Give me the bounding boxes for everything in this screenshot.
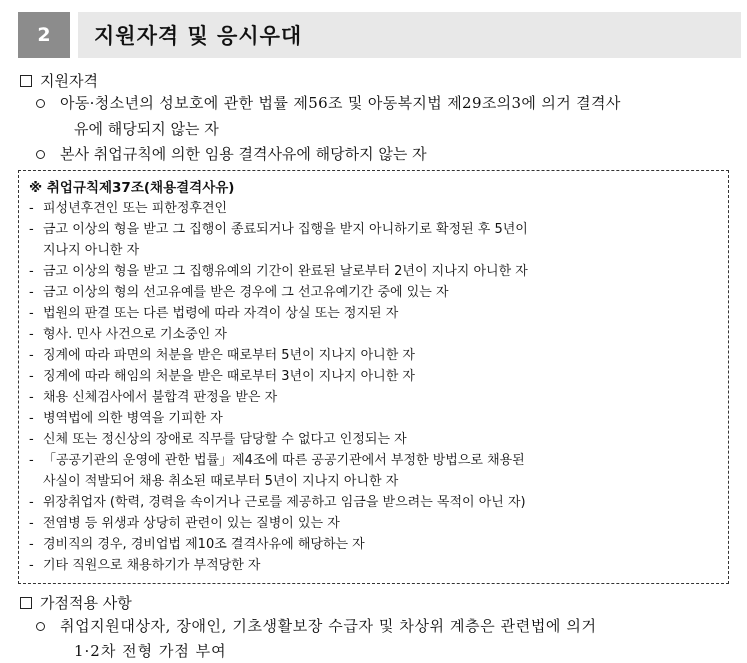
bullet-line-continued: 1·2차 전형 가점 부여 (74, 642, 227, 660)
list-item: - 신체 또는 정신상의 장애로 직무를 담당할 수 없다고 인정되는 자 (29, 432, 407, 447)
list-item: - 병역법에 의한 병역을 기피한 자 (29, 411, 223, 426)
list-item: - 채용 신체검사에서 불합격 판정을 받은 자 (29, 390, 278, 405)
bullet-line: 취업지원대상자, 장애인, 기초생활보장 수급자 및 차상위 계층은 관련법에 의거 (60, 617, 597, 635)
disqualification-list (29, 198, 528, 576)
square-bullet-icon (20, 75, 32, 87)
list-item: - 징계에 따라 해임의 처분을 받은 때로부터 3년이 지나지 아니한 자 (29, 369, 415, 384)
circle-bullet-icon (36, 622, 45, 631)
list-item: - 형사. 민사 사건으로 기소중인 자 (29, 327, 227, 342)
list-item: - 위장취업자 (학력, 경력을 속이거나 근로를 제공하고 임금을 받으려는 목적이 아닌 자) (29, 495, 526, 510)
section-title: 지원자격 및 응시우대 (78, 12, 741, 58)
bullet-line: 아동·청소년의 성보호에 관한 법률 제56조 및 아동복지법 제29조의3에 의거 결격사 (60, 94, 621, 112)
circle-bullet-icon (36, 150, 45, 159)
subsection-title: 가점적용 사항 (40, 594, 132, 612)
section-header (18, 12, 741, 58)
list-item: - 피성년후견인 또는 피한정후견인 (29, 201, 228, 216)
section-number: 2 (18, 12, 70, 58)
list-item: - 경비직의 경우, 경비업법 제10조 결격사유에 해당하는 자 (29, 537, 365, 552)
subsection-eligibility (20, 70, 98, 91)
list-item: - 금고 이상의 형을 받고 그 집행이 종료되거나 집행을 받지 아니하기로 확정된 후 5년이 (29, 222, 528, 237)
circle-bullet-icon (36, 99, 45, 108)
box-title: ※ 취업규칙제37조(채용결격사유) (29, 180, 235, 196)
subsection-bonus-points (20, 592, 132, 613)
list-item-continued: 지나지 아니한 자 (43, 243, 140, 258)
disqualification-box (18, 170, 729, 584)
square-bullet-icon (20, 597, 32, 609)
list-item: - 법원의 판결 또는 다른 법령에 따라 자격이 상실 또는 정지된 자 (29, 306, 399, 321)
list-item: - 「공공기관의 운영에 관한 법률」제4조에 따른 공공기관에서 부정한 방법으로 채용된 (29, 453, 525, 468)
list-item: - 금고 이상의 형을 받고 그 집행유예의 기간이 완료된 날로부터 2년이 지나지 아니한 자 (29, 264, 528, 279)
list-item-continued: 사실이 적발되어 채용 취소된 때로부터 5년이 지나지 아니한 자 (43, 474, 399, 489)
list-item: - 전염병 등 위생과 상당히 관련이 있는 질병이 있는 자 (29, 516, 340, 531)
list-item: - 금고 이상의 형의 선고유예를 받은 경우에 그 선고유예기간 중에 있는 자 (29, 285, 449, 300)
list-item: - 기타 직원으로 채용하기가 부적당한 자 (29, 558, 261, 573)
subsection-title: 지원자격 (40, 72, 98, 90)
bullet-line: 본사 취업규칙에 의한 임용 결격사유에 해당하지 않는 자 (60, 145, 427, 163)
list-item: - 징계에 따라 파면의 처분을 받은 때로부터 5년이 지나지 아니한 자 (29, 348, 415, 363)
bullet-line-continued: 유에 해당되지 않는 자 (74, 120, 219, 138)
